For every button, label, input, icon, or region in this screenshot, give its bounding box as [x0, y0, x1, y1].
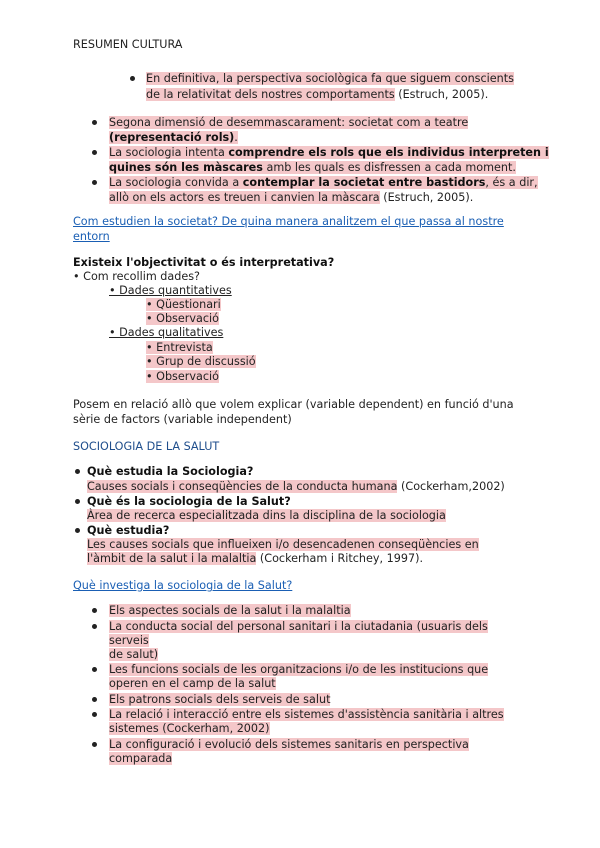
quant-item: • Observació — [146, 312, 219, 325]
document-page: RESUMEN CULTURA En definitiva, la perspectiva sociològica fa que siguem conscients de la relativitat dels nostres comportaments (Estruch, 2005). Segona dimensió de desemmascarament: societat com a teatre (representació rols). La sociologia intenta comprendre els rols que els individus interpreten i quines són les màscares amb les quals es disfressen a cada moment. La sociologia convida a contemplar la societat entre bastidors, és a dir, allò on els actors es treuen i canvien la màscara (Estruch, 2005). Com estudien la societat? De quina manera analitzem el que passa al nostre entorn Existeix l'objectivitat o és interpretativa? • Com recollim dades? • Dades quantitatives • Qüestionari • Observació • Dades qualitatives • Entrevista • Grup de discussió • Observació Posem en relació allò que volem explicar (variable dependent) en funció d'una sèrie de factors (variable independent) SOCIOLOGIA DE LA SALUT Què estudia la Sociologia? Causes socials i conseqüències de la conducta humana (Cockerham,2002) Què és la sociologia de la Salut? Àrea de recerca especialitzada dins la disciplina de la sociologia Què estudia? Les causes socials que influeixen i/o desencadenen conseqüències en l'àmbit de la salut i la malaltia (Cockerham i Ritchey, 1997). Què investiga la sociologia de la Salut? Els aspectes socials de la salut i la malaltia La conducta social del personal sanitari i la ciutadania (usuaris dels serveis de salut) Les funcions socials de les organitzacions i/o de les institucions que operen en el camp de la salut Els patrons socials dels serveis de salut La relació i interacció entre els sistemes d'assistència sanitària i altres sistemes (Cockerham, 2002) La configuració i evolució dels sistemes sanitaris en perspectiva comparada — [73, 38, 549, 765]
collection-intro: • Com recollim dades? — [73, 270, 200, 283]
health-section-title: SOCIOLOGIA DE LA SALUT — [73, 440, 220, 453]
bullet-icon — [92, 712, 97, 717]
intro-nested-line1: En definitiva, la perspectiva sociològica fa que siguem conscients — [146, 72, 514, 85]
objectivity-question: Existeix l'objectivitat o és interpretativa? — [73, 256, 335, 269]
bullet-icon — [92, 697, 97, 702]
bullet-icon — [92, 624, 97, 629]
bullet-icon — [75, 528, 80, 533]
study-link[interactable]: Com estudien la societat? De quina manera analitzem el que passa al nostre entorn — [73, 215, 504, 243]
bullet-icon — [75, 469, 80, 474]
qual-item: • Entrevista — [146, 341, 213, 354]
question: Què estudia? — [87, 524, 170, 537]
bullet-icon — [130, 76, 135, 81]
bullet-icon — [92, 180, 97, 185]
quantitative-label: • Dades quantitatives — [109, 284, 232, 297]
qualitative-label: • Dades qualitatives — [109, 326, 224, 339]
answer: Les causes socials que influeixen i/o desencadenen conseqüències en — [87, 538, 479, 551]
intro-nested-cite: (Estruch, 2005). — [394, 88, 489, 101]
question: Què estudia la Sociologia? — [87, 465, 254, 478]
answer: Àrea de recerca especialitzada dins la disciplina de la sociologia — [87, 509, 446, 522]
answer: Causes socials i conseqüències de la conducta humana — [87, 480, 398, 493]
bullet-icon — [75, 499, 80, 504]
investiga-link[interactable]: Què investiga la sociologia de la Salut? — [73, 579, 293, 592]
question: Què és la sociologia de la Salut? — [87, 495, 291, 508]
relation-paragraph: Posem en relació allò que volem explicar (variable dependent) en funció d'una sèrie de factors (variable independent) — [73, 398, 514, 426]
bullet-icon — [92, 150, 97, 155]
bullet-icon — [92, 608, 97, 613]
bullet-icon — [92, 667, 97, 672]
bullet-icon — [92, 120, 97, 125]
qual-item: • Grup de discussió — [146, 355, 256, 368]
quant-item: • Qüestionari — [146, 298, 221, 311]
bullet-icon — [92, 742, 97, 747]
qual-item: • Observació — [146, 370, 219, 383]
document-header — [73, 37, 182, 52]
header-title: RESUMEN CULTURA — [73, 38, 183, 51]
answer: l'àmbit de la salut i la malaltia — [87, 552, 257, 565]
intro-nested-line2: de la relativitat dels nostres comportaments — [146, 88, 395, 101]
